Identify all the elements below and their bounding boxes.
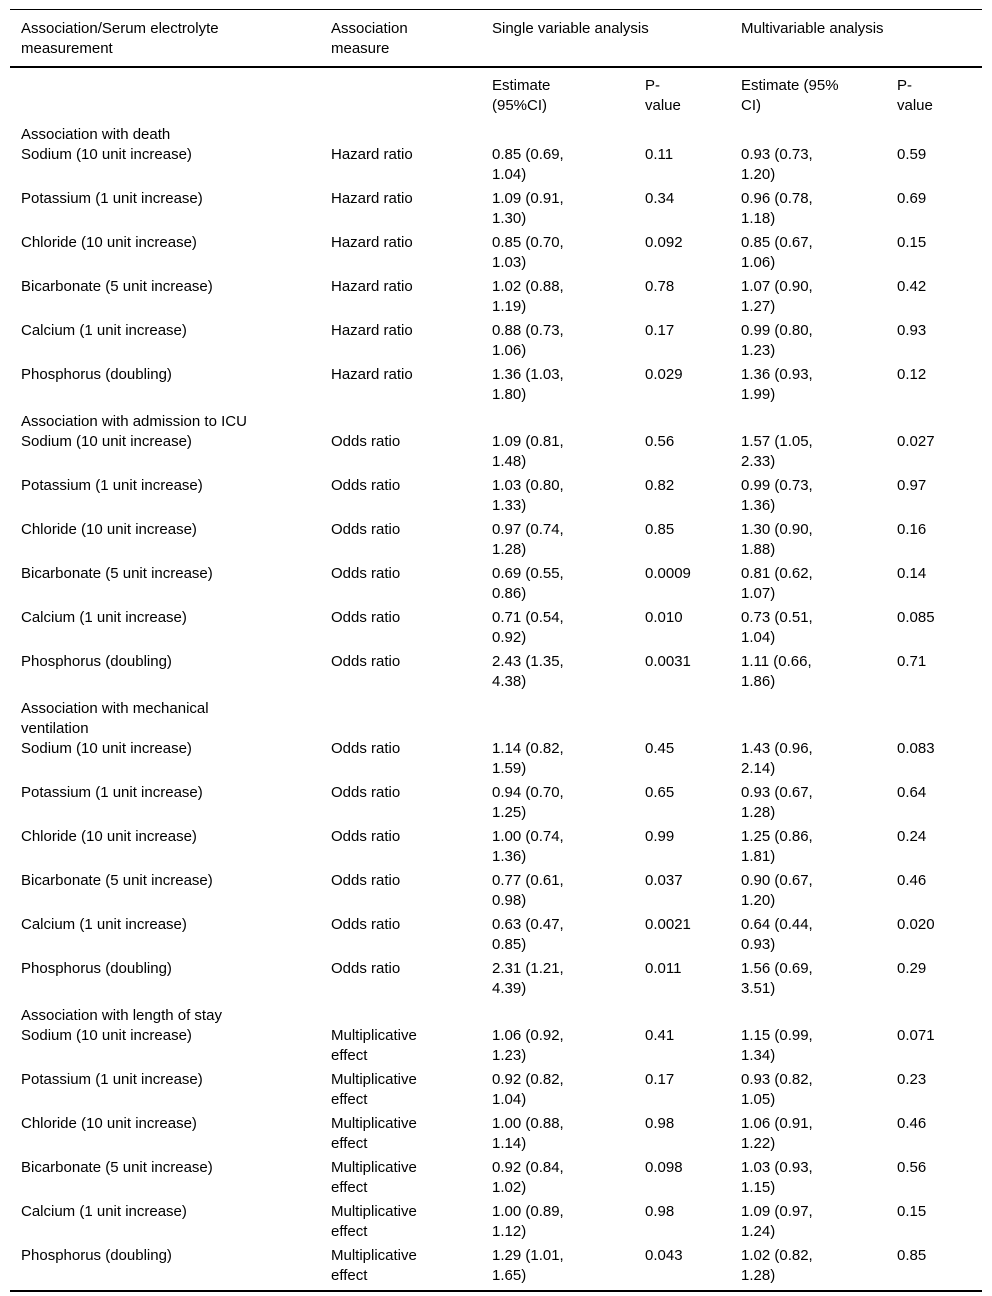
cell-sv_p: 0.98: [645, 1203, 675, 1220]
table-row: [10, 520, 982, 564]
cell-sv_p: 0.11: [645, 146, 674, 163]
table-row: [10, 1246, 982, 1290]
cell-measure: Odds ratio: [331, 828, 401, 845]
cell-measure: Multiplicative effect: [331, 1159, 417, 1196]
section-title-row: [10, 122, 982, 145]
cell-measure: Multiplicative effect: [331, 1071, 417, 1108]
cell-mv_estimate: 1.09 (0.97, 1.24): [741, 1203, 813, 1240]
cell-mv_p: 0.085: [897, 609, 935, 626]
cell-measurement: Calcium (1 unit increase): [21, 322, 187, 339]
cell-mv_p: 0.29: [897, 960, 927, 977]
cell-measurement: Sodium (10 unit increase): [21, 740, 192, 757]
cell-mv_estimate: 1.07 (0.90, 1.27): [741, 278, 813, 315]
cell-mv_p: 0.93: [897, 322, 927, 339]
cell-measurement: Sodium (10 unit increase): [21, 433, 192, 450]
cell-mv_estimate: 1.03 (0.93, 1.15): [741, 1159, 813, 1196]
cell-measurement: Phosphorus (doubling): [21, 366, 172, 383]
cell-mv_p: 0.42: [897, 278, 927, 295]
cell-sv_p: 0.037: [645, 872, 683, 889]
cell-measurement: Potassium (1 unit increase): [21, 477, 203, 494]
cell-sv_estimate: 2.43 (1.35, 4.38): [492, 653, 564, 690]
cell-measurement: Potassium (1 unit increase): [21, 784, 203, 801]
cell-sv_estimate: 1.00 (0.74, 1.36): [492, 828, 564, 865]
cell-mv_estimate: 0.73 (0.51, 1.04): [741, 609, 813, 646]
cell-measure: Hazard ratio: [331, 278, 413, 295]
header-measure-column: Association measure: [331, 20, 408, 57]
table-row: [10, 827, 982, 871]
section-title-row: [10, 696, 982, 739]
cell-sv_estimate: 2.31 (1.21, 4.39): [492, 960, 564, 997]
cell-measure: Odds ratio: [331, 477, 401, 494]
table-row: [10, 739, 982, 783]
table-row: [10, 277, 982, 321]
cell-sv_estimate: 1.00 (0.88, 1.14): [492, 1115, 564, 1152]
cell-sv_estimate: 0.85 (0.69, 1.04): [492, 146, 564, 183]
document-page: [0, 9, 992, 1292]
cell-sv_estimate: 0.92 (0.82, 1.04): [492, 1071, 564, 1108]
cell-mv_estimate: 1.25 (0.86, 1.81): [741, 828, 813, 865]
cell-sv_estimate: 1.06 (0.92, 1.23): [492, 1027, 564, 1064]
cell-measure: Hazard ratio: [331, 234, 413, 251]
cell-sv_estimate: 1.03 (0.80, 1.33): [492, 477, 564, 514]
section-title: Association with admission to ICU: [21, 413, 247, 430]
cell-measurement: Sodium (10 unit increase): [21, 1027, 192, 1044]
cell-measurement: Chloride (10 unit increase): [21, 1115, 197, 1132]
section-title: Association with death: [21, 126, 171, 143]
cell-measurement: Bicarbonate (5 unit increase): [21, 1159, 213, 1176]
cell-sv_p: 0.010: [645, 609, 683, 626]
cell-measure: Odds ratio: [331, 960, 401, 977]
cell-sv_estimate: 0.69 (0.55, 0.86): [492, 565, 564, 602]
cell-mv_p: 0.071: [897, 1027, 935, 1044]
cell-measurement: Potassium (1 unit increase): [21, 190, 203, 207]
cell-measure: Odds ratio: [331, 433, 401, 450]
cell-sv_estimate: 1.02 (0.88, 1.19): [492, 278, 564, 315]
cell-mv_estimate: 0.93 (0.67, 1.28): [741, 784, 813, 821]
cell-sv_estimate: 1.14 (0.82, 1.59): [492, 740, 564, 777]
cell-mv_estimate: 0.93 (0.82, 1.05): [741, 1071, 813, 1108]
cell-measure: Odds ratio: [331, 784, 401, 801]
cell-measure: Odds ratio: [331, 872, 401, 889]
cell-mv_p: 0.69: [897, 190, 927, 207]
cell-mv_p: 0.71: [897, 653, 927, 670]
cell-sv_estimate: 0.71 (0.54, 0.92): [492, 609, 564, 646]
cell-mv_p: 0.020: [897, 916, 935, 933]
cell-sv_estimate: 1.00 (0.89, 1.12): [492, 1203, 564, 1240]
cell-mv_p: 0.15: [897, 1203, 927, 1220]
cell-sv_p: 0.99: [645, 828, 675, 845]
cell-sv_p: 0.41: [645, 1027, 675, 1044]
cell-measure: Multiplicative effect: [331, 1247, 417, 1284]
table-row: [10, 915, 982, 959]
table-row: [10, 189, 982, 233]
cell-sv_p: 0.029: [645, 366, 683, 383]
header-multivariable-group: Multivariable analysis: [741, 20, 884, 37]
cell-sv_p: 0.17: [645, 1071, 675, 1088]
cell-measure: Hazard ratio: [331, 146, 413, 163]
cell-measurement: Bicarbonate (5 unit increase): [21, 278, 213, 295]
table-row: [10, 145, 982, 189]
table-row: [10, 1026, 982, 1070]
cell-measure: Odds ratio: [331, 653, 401, 670]
subheader-pvalue-multi: [897, 76, 982, 116]
cell-sv_p: 0.98: [645, 1115, 675, 1132]
cell-sv_estimate: 1.09 (0.81, 1.48): [492, 433, 564, 470]
table-row: [10, 1158, 982, 1202]
cell-measure: Hazard ratio: [331, 190, 413, 207]
table-subheader-row: [10, 68, 982, 122]
cell-sv_estimate: 0.97 (0.74, 1.28): [492, 521, 564, 558]
cell-measure: Multiplicative effect: [331, 1115, 417, 1152]
cell-mv_p: 0.46: [897, 1115, 927, 1132]
cell-measurement: Calcium (1 unit increase): [21, 1203, 187, 1220]
cell-mv_estimate: 0.90 (0.67, 1.20): [741, 872, 813, 909]
cell-measure: Odds ratio: [331, 609, 401, 626]
cell-mv_estimate: 1.57 (1.05, 2.33): [741, 433, 813, 470]
cell-mv_estimate: 0.96 (0.78, 1.18): [741, 190, 813, 227]
cell-measure: Multiplicative effect: [331, 1203, 417, 1240]
table-row: [10, 564, 982, 608]
cell-measure: Odds ratio: [331, 916, 401, 933]
table-row: [10, 959, 982, 1003]
cell-sv_estimate: 0.63 (0.47, 0.85): [492, 916, 564, 953]
cell-measure: Odds ratio: [331, 521, 401, 538]
header-measurement-column: Association/Serum electrolyte measurement: [21, 20, 219, 57]
cell-mv_estimate: 1.43 (0.96, 2.14): [741, 740, 813, 777]
cell-mv_p: 0.46: [897, 872, 927, 889]
pvalue-label: P-value: [645, 77, 681, 114]
cell-sv_p: 0.82: [645, 477, 675, 494]
cell-measure: Odds ratio: [331, 565, 401, 582]
table-row: [10, 608, 982, 652]
table-row: [10, 476, 982, 520]
cell-sv_estimate: 0.94 (0.70, 1.25): [492, 784, 564, 821]
cell-mv_p: 0.23: [897, 1071, 927, 1088]
cell-mv_p: 0.15: [897, 234, 927, 251]
cell-measurement: Phosphorus (doubling): [21, 960, 172, 977]
cell-mv_p: 0.64: [897, 784, 927, 801]
cell-sv_estimate: 0.92 (0.84, 1.02): [492, 1159, 564, 1196]
subheader-empty-1: [10, 76, 331, 116]
cell-mv_p: 0.14: [897, 565, 927, 582]
cell-measurement: Chloride (10 unit increase): [21, 828, 197, 845]
cell-mv_p: 0.027: [897, 433, 935, 450]
subheader-estimate-multi: Estimate (95% CI): [741, 77, 839, 114]
cell-mv_estimate: 1.06 (0.91, 1.22): [741, 1115, 813, 1152]
cell-sv_estimate: 0.77 (0.61, 0.98): [492, 872, 564, 909]
section-title: Association with length of stay: [21, 1007, 222, 1024]
table-body: [10, 122, 982, 1290]
cell-measurement: Potassium (1 unit increase): [21, 1071, 203, 1088]
table-row: [10, 1114, 982, 1158]
cell-sv_p: 0.092: [645, 234, 683, 251]
cell-sv_estimate: 0.88 (0.73, 1.06): [492, 322, 564, 359]
cell-sv_p: 0.78: [645, 278, 675, 295]
cell-mv_estimate: 1.15 (0.99, 1.34): [741, 1027, 813, 1064]
cell-measurement: Chloride (10 unit increase): [21, 521, 197, 538]
cell-sv_p: 0.45: [645, 740, 675, 757]
cell-measure: Hazard ratio: [331, 366, 413, 383]
cell-measure: Odds ratio: [331, 740, 401, 757]
cell-mv_p: 0.85: [897, 1247, 927, 1264]
cell-mv_p: 0.16: [897, 521, 927, 538]
cell-mv_estimate: 0.85 (0.67, 1.06): [741, 234, 813, 271]
table-row: [10, 432, 982, 476]
cell-mv_estimate: 0.99 (0.80, 1.23): [741, 322, 813, 359]
cell-mv_estimate: 0.93 (0.73, 1.20): [741, 146, 813, 183]
section-title-row: [10, 1003, 982, 1026]
table-row: [10, 1070, 982, 1114]
cell-measurement: Phosphorus (doubling): [21, 653, 172, 670]
cell-mv_p: 0.97: [897, 477, 927, 494]
cell-mv_p: 0.24: [897, 828, 927, 845]
cell-sv_estimate: 1.09 (0.91, 1.30): [492, 190, 564, 227]
cell-measurement: Calcium (1 unit increase): [21, 609, 187, 626]
cell-sv_p: 0.043: [645, 1247, 683, 1264]
cell-measurement: Calcium (1 unit increase): [21, 916, 187, 933]
section-title: Association with mechanical ventilation: [21, 700, 209, 737]
cell-sv_estimate: 0.85 (0.70, 1.03): [492, 234, 564, 271]
table-row: [10, 233, 982, 277]
subheader-pvalue-single: [645, 76, 741, 116]
cell-sv_p: 0.011: [645, 960, 682, 977]
cell-sv_p: 0.0021: [645, 916, 691, 933]
cell-sv_p: 0.0009: [645, 565, 691, 582]
cell-sv_p: 0.85: [645, 521, 675, 538]
cell-mv_p: 0.083: [897, 740, 935, 757]
cell-measurement: Bicarbonate (5 unit increase): [21, 872, 213, 889]
header-single-variable-group: Single variable analysis: [492, 20, 649, 37]
cell-sv_estimate: 1.29 (1.01, 1.65): [492, 1247, 564, 1284]
cell-mv_estimate: 1.30 (0.90, 1.88): [741, 521, 813, 558]
cell-sv_p: 0.56: [645, 433, 675, 450]
cell-sv_p: 0.65: [645, 784, 675, 801]
table-row: [10, 1202, 982, 1246]
cell-measure: Multiplicative effect: [331, 1027, 417, 1064]
cell-mv_estimate: 0.99 (0.73, 1.36): [741, 477, 813, 514]
cell-sv_p: 0.0031: [645, 653, 691, 670]
cell-mv_estimate: 1.11 (0.66, 1.86): [741, 653, 812, 690]
cell-measurement: Chloride (10 unit increase): [21, 234, 197, 251]
cell-mv_estimate: 1.02 (0.82, 1.28): [741, 1247, 813, 1284]
cell-measurement: Phosphorus (doubling): [21, 1247, 172, 1264]
cell-mv_p: 0.59: [897, 146, 927, 163]
cell-mv_estimate: 1.56 (0.69, 3.51): [741, 960, 813, 997]
table-row: [10, 652, 982, 696]
section-title-row: [10, 409, 982, 432]
table-header-row: [10, 10, 982, 66]
results-table: [10, 9, 982, 1292]
cell-sv_p: 0.17: [645, 322, 675, 339]
cell-measure: Hazard ratio: [331, 322, 413, 339]
pvalue-label: P-value: [897, 77, 933, 114]
cell-measurement: Sodium (10 unit increase): [21, 146, 192, 163]
subheader-empty-2: [331, 76, 492, 116]
cell-mv_estimate: 1.36 (0.93, 1.99): [741, 366, 813, 403]
cell-sv_estimate: 1.36 (1.03, 1.80): [492, 366, 564, 403]
cell-mv_estimate: 0.64 (0.44, 0.93): [741, 916, 813, 953]
cell-mv_p: 0.56: [897, 1159, 927, 1176]
table-row: [10, 783, 982, 827]
cell-mv_p: 0.12: [897, 366, 927, 383]
table-row: [10, 365, 982, 409]
cell-mv_estimate: 0.81 (0.62, 1.07): [741, 565, 813, 602]
table-row: [10, 321, 982, 365]
cell-sv_p: 0.34: [645, 190, 675, 207]
cell-measurement: Bicarbonate (5 unit increase): [21, 565, 213, 582]
cell-sv_p: 0.098: [645, 1159, 683, 1176]
table-row: [10, 871, 982, 915]
subheader-estimate-single: Estimate (95%CI): [492, 77, 551, 114]
